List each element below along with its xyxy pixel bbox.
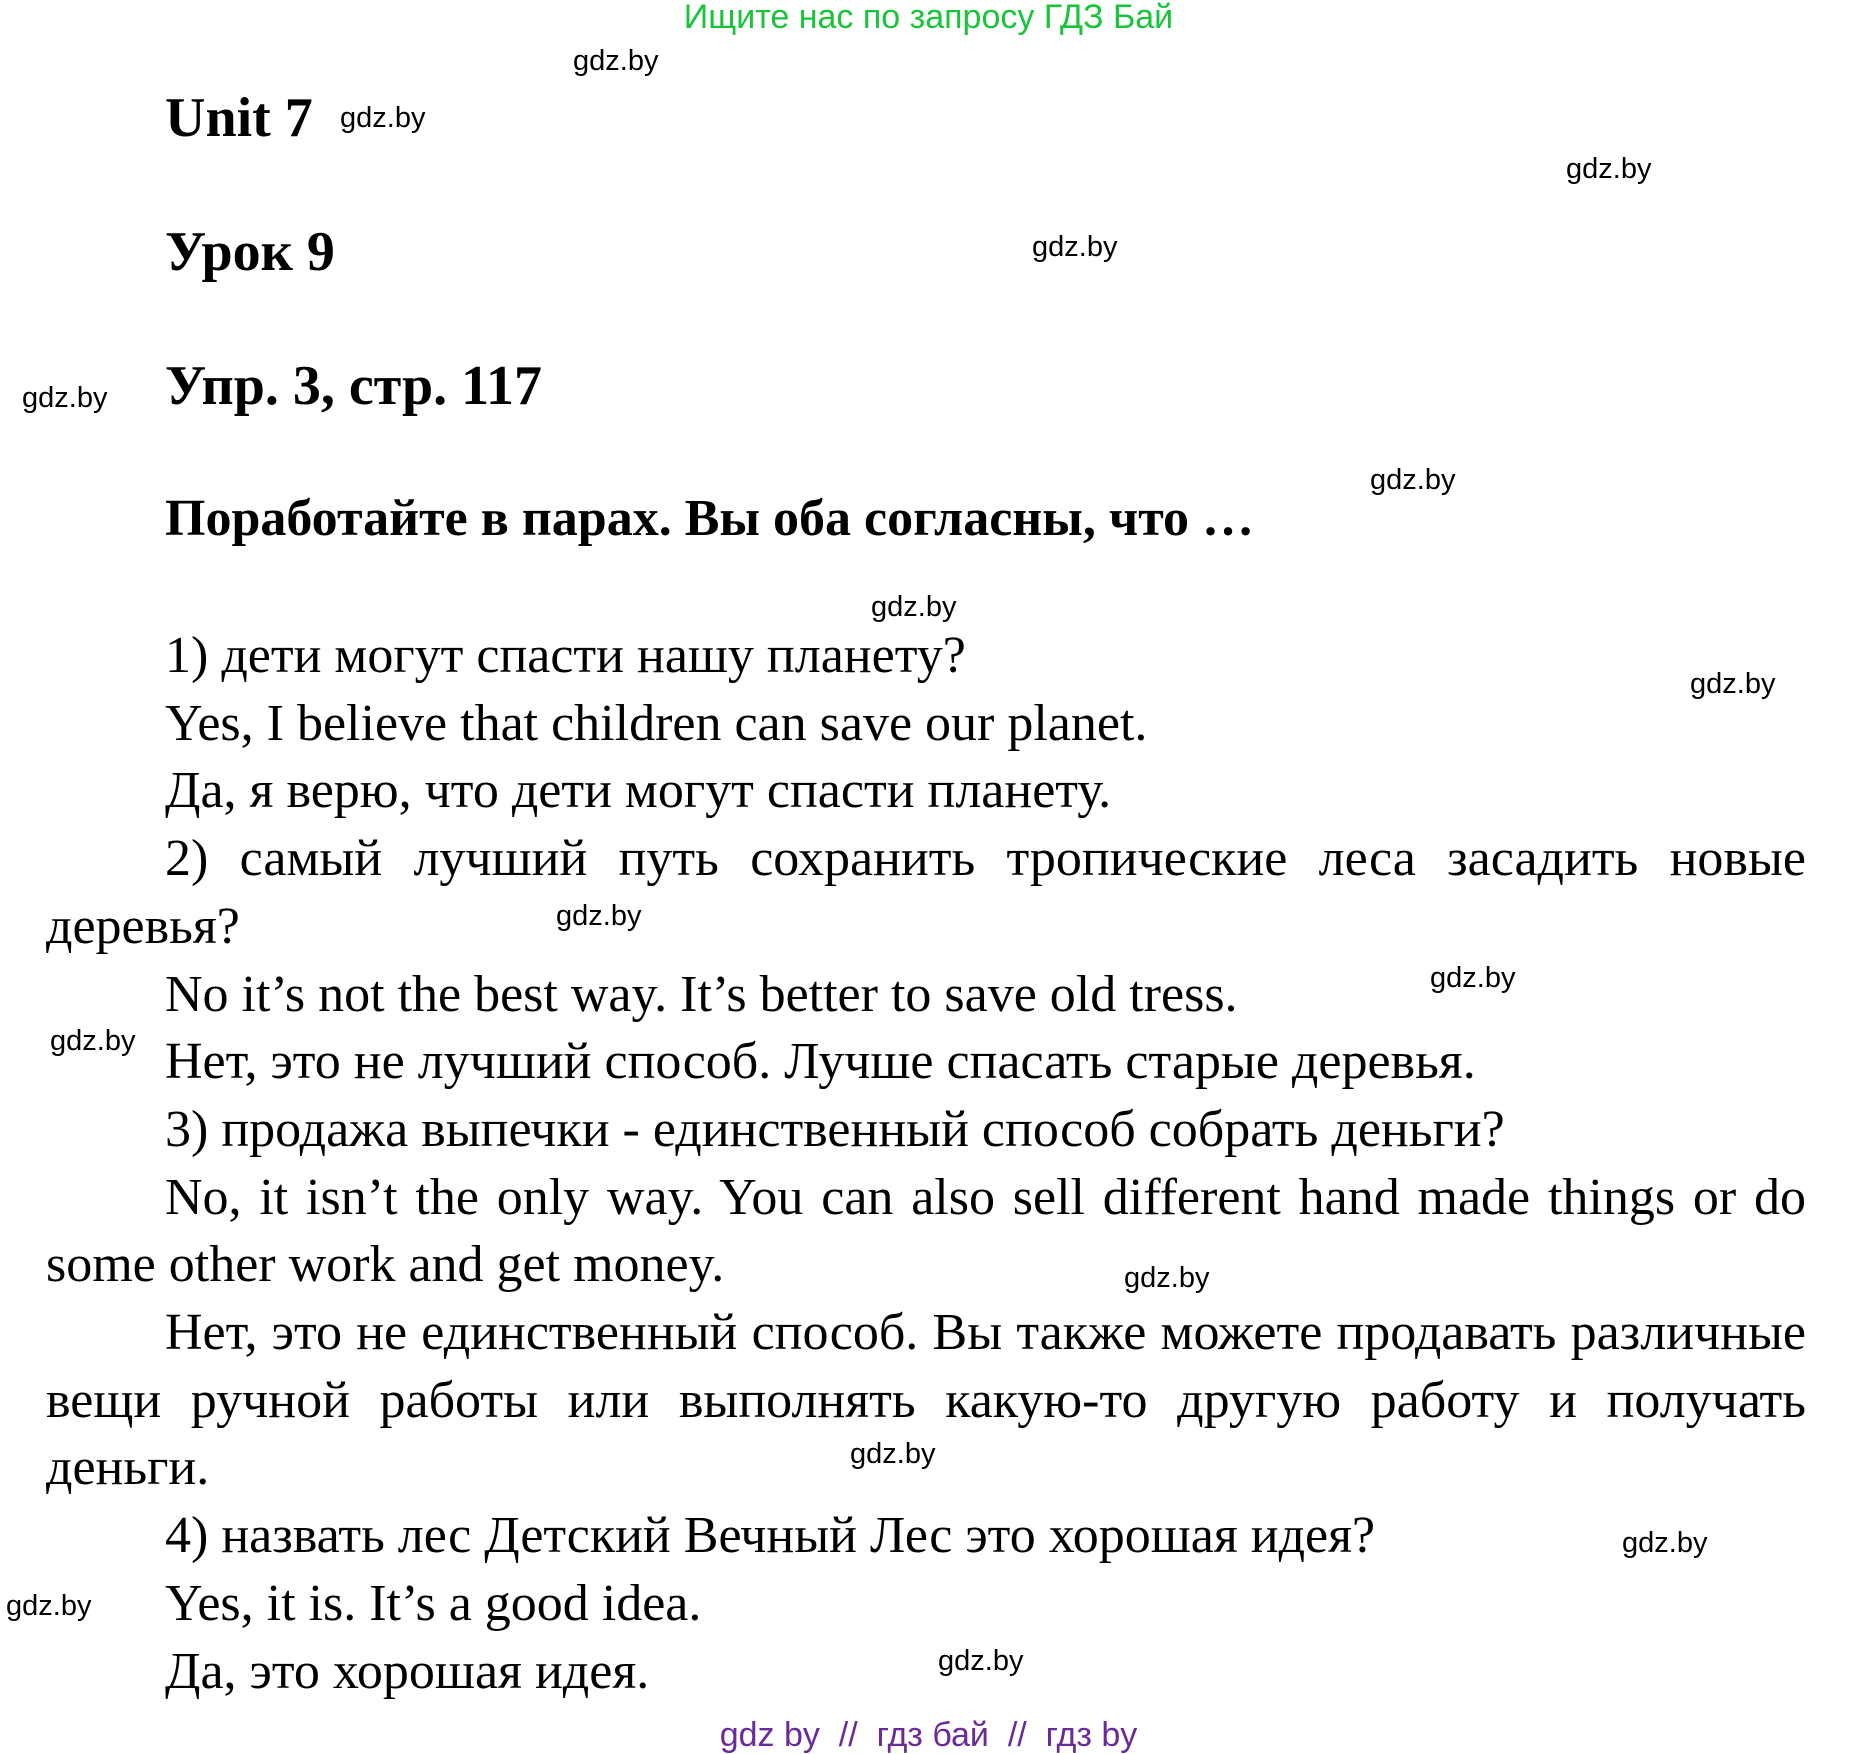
answer-4-english: Yes, it is. It’s a good idea. xyxy=(165,1574,702,1632)
watermark: gdz.by xyxy=(1032,231,1118,263)
answer-2-russian: Нет, это не лучший способ. Лучше спасать старые деревья. xyxy=(165,1033,1476,1091)
watermark: gdz.by xyxy=(573,45,659,77)
footer-links: gdz by // гдз бай // гдз by xyxy=(719,1716,1138,1754)
answer-3-english: No, it isn’t the only way. You can also sell different hand made things or do some other work and get money. xyxy=(46,1168,1806,1294)
watermark: gdz.by xyxy=(871,591,957,623)
watermark: gdz.by xyxy=(340,102,426,134)
task-instruction: Поработайте в парах. Вы оба согласны, что … xyxy=(165,490,1255,547)
watermark: gdz.by xyxy=(22,382,108,414)
watermark: gdz.by xyxy=(1566,153,1652,185)
watermark: gdz.by xyxy=(1124,1262,1210,1294)
exercise-heading: Упр. 3, стр. 117 xyxy=(165,355,543,417)
watermark: gdz.by xyxy=(50,1025,136,1057)
watermark: gdz.by xyxy=(850,1438,936,1470)
watermark: gdz.by xyxy=(938,1645,1024,1677)
watermark: gdz.by xyxy=(1370,464,1456,496)
unit-heading: Unit 7 xyxy=(165,87,313,149)
question-4: 4) назвать лес Детский Вечный Лес это хорошая идея? xyxy=(165,1507,1376,1565)
watermark: gdz.by xyxy=(1690,668,1776,700)
watermark: gdz.by xyxy=(1622,1527,1708,1559)
watermark: gdz.by xyxy=(1430,962,1516,994)
answer-1-russian: Да, я верю, что дети могут спасти планету. xyxy=(165,762,1112,820)
watermark: gdz.by xyxy=(6,1590,92,1622)
question-3: 3) продажа выпечки - единственный способ собрать деньги? xyxy=(165,1100,1505,1158)
watermark: gdz.by xyxy=(556,900,642,932)
question-2: 2) самый лучший путь сохранить тропические леса засадить новые деревья? xyxy=(46,830,1806,955)
answer-3-russian: Нет, это не единственный способ. Вы также можете продавать различные вещи ручной работы или выполнять какую-то другую работу и получать деньги. xyxy=(46,1304,1806,1497)
promo-banner: Ищите нас по запросу ГДЗ Бай xyxy=(683,0,1174,36)
answer-4-russian: Да, это хорошая идея. xyxy=(165,1642,650,1700)
exercise-content xyxy=(46,622,1806,1705)
answer-2-english: No it’s not the best way. It’s better to save old tress. xyxy=(165,965,1238,1023)
lesson-heading: Урок 9 xyxy=(165,221,335,283)
answer-1-english: Yes, I believe that children can save our planet. xyxy=(165,694,1148,752)
question-1: 1) дети могут спасти нашу планету? xyxy=(165,627,966,684)
